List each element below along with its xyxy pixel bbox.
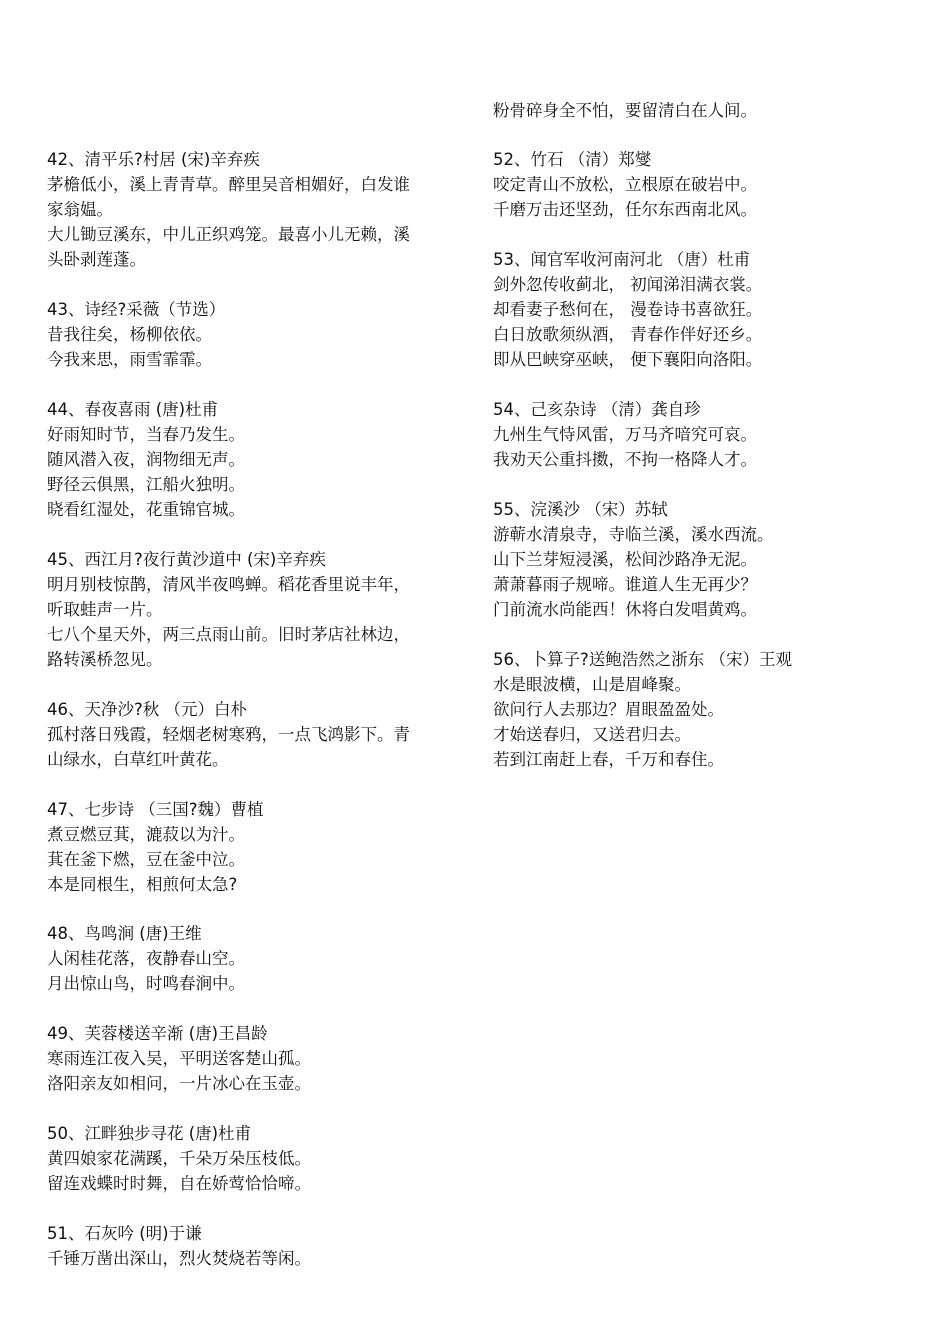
poem-line: 千锤万凿出深山，烈火焚烧若等闲。 — [47, 1249, 311, 1268]
poem-line: 茅檐低小，溪上青青草。醉里吴音相媚好，白发谁 — [47, 175, 410, 194]
poem-line: 晓看红湿处，花重锦官城。 — [47, 500, 245, 519]
poem-line: 家翁媪。 — [47, 200, 113, 219]
poem-line: 野径云俱黑，江船火独明。 — [47, 475, 245, 494]
poem-line: 千磨万击还坚劲，任尔东西南北风。 — [493, 200, 757, 219]
poem-line: 我劝天公重抖擞，不拘一格降人才。 — [493, 450, 757, 469]
poem-line: 昔我往矣，杨柳依依。 — [47, 325, 212, 344]
poem-title: 55、浣溪沙 （宋）苏轼 — [493, 500, 668, 519]
poem-line: 大儿锄豆溪东，中儿正织鸡笼。最喜小儿无赖，溪 — [47, 225, 410, 244]
poem-line: 白日放歌须纵酒， 青春作伴好还乡。 — [493, 325, 763, 344]
poem-line: 听取蛙声一片。 — [47, 600, 163, 619]
poem-line: 洛阳亲友如相问，一片冰心在玉壶。 — [47, 1074, 311, 1093]
poem-title: 45、西江月?夜行黄沙道中 (宋)辛弃疾 — [47, 550, 326, 569]
poem-line: 游蕲水清泉寺，寺临兰溪，溪水西流。 — [493, 525, 774, 544]
poem-line: 欲问行人去那边？眉眼盈盈处。 — [493, 700, 724, 719]
poem-title: 51、石灰吟 (明)于谦 — [47, 1224, 202, 1243]
poem-line: 即从巴峡穿巫峡， 便下襄阳向洛阳。 — [493, 350, 763, 369]
poem-title: 54、己亥杂诗 （清）龚自珍 — [493, 400, 701, 419]
poem-line: 孤村落日残霞，轻烟老树寒鸦，一点飞鸿影下。青 — [47, 725, 410, 744]
poem-line: 山绿水，白草红叶黄花。 — [47, 750, 229, 769]
poem-line: 萧萧暮雨子规啼。谁道人生无再少？ — [493, 575, 757, 594]
poem-title: 43、诗经?采薇（节选） — [47, 300, 226, 319]
poem-line: 路转溪桥忽见。 — [47, 650, 163, 669]
poem-line: 明月别枝惊鹊，清风半夜鸣蝉。稻花香里说丰年， — [47, 575, 410, 594]
poem-title: 52、竹石 （清）郑燮 — [493, 150, 652, 169]
poem-line: 若到江南赶上春，千万和春住。 — [493, 750, 724, 769]
poem-line: 咬定青山不放松，立根原在破岩中。 — [493, 175, 757, 194]
poem-title: 47、七步诗 （三国?魏）曹植 — [47, 800, 264, 819]
poem-line: 留连戏蝶时时舞，自在娇莺恰恰啼。 — [47, 1174, 311, 1193]
poem-title: 44、春夜喜雨 (唐)杜甫 — [47, 400, 219, 419]
poem-line: 头卧剥莲蓬。 — [47, 250, 146, 269]
poem-line: 才始送春归，又送君归去。 — [493, 725, 691, 744]
poem-line: 随风潜入夜，润物细无声。 — [47, 450, 245, 469]
poem-line: 人闲桂花落，夜静春山空。 — [47, 949, 245, 968]
poem-line: 七八个星天外，两三点雨山前。旧时茅店社林边， — [47, 625, 410, 644]
poem-title: 50、江畔独步寻花 (唐)杜甫 — [47, 1124, 252, 1143]
poem-line: 今我来思，雨雪霏霏。 — [47, 350, 212, 369]
poem-line: 粉骨碎身全不怕，要留清白在人间。 — [493, 101, 757, 120]
poem-line: 剑外忽传收蓟北， 初闻涕泪满衣裳。 — [493, 275, 763, 294]
poem-title: 49、芙蓉楼送辛渐 (唐)王昌龄 — [47, 1024, 268, 1043]
poem-line: 水是眼波横，山是眉峰聚。 — [493, 675, 691, 694]
poem-line: 九州生气恃风雷，万马齐喑究可哀。 — [493, 425, 757, 444]
poem-line: 萁在釜下燃，豆在釜中泣。 — [47, 850, 245, 869]
poem-line: 却看妻子愁何在， 漫卷诗书喜欲狂。 — [493, 300, 763, 319]
poem-line: 好雨知时节，当春乃发生。 — [47, 425, 245, 444]
poem-line: 寒雨连江夜入吴，平明送客楚山孤。 — [47, 1049, 311, 1068]
poem-line: 黄四娘家花满蹊，千朵万朵压枝低。 — [47, 1149, 311, 1168]
poem-title: 42、清平乐?村居 (宋)辛弃疾 — [47, 150, 260, 169]
poem-title: 56、卜算子?送鲍浩然之浙东 （宋）王观 — [493, 650, 792, 669]
poem-line: 本是同根生，相煎何太急? — [47, 875, 238, 894]
poem-title: 46、天净沙?秋 （元）白朴 — [47, 700, 247, 719]
poem-line: 山下兰芽短浸溪，松间沙路净无泥。 — [493, 550, 757, 569]
poem-line: 月出惊山鸟，时鸣春涧中。 — [47, 974, 245, 993]
poem-title: 53、闻官军收河南河北 （唐）杜甫 — [493, 250, 751, 269]
poem-title: 48、鸟鸣涧 (唐)王维 — [47, 924, 202, 943]
poem-line: 门前流水尚能西！休将白发唱黄鸡。 — [493, 600, 757, 619]
poem-line: 煮豆燃豆萁，漉菽以为汁。 — [47, 825, 245, 844]
